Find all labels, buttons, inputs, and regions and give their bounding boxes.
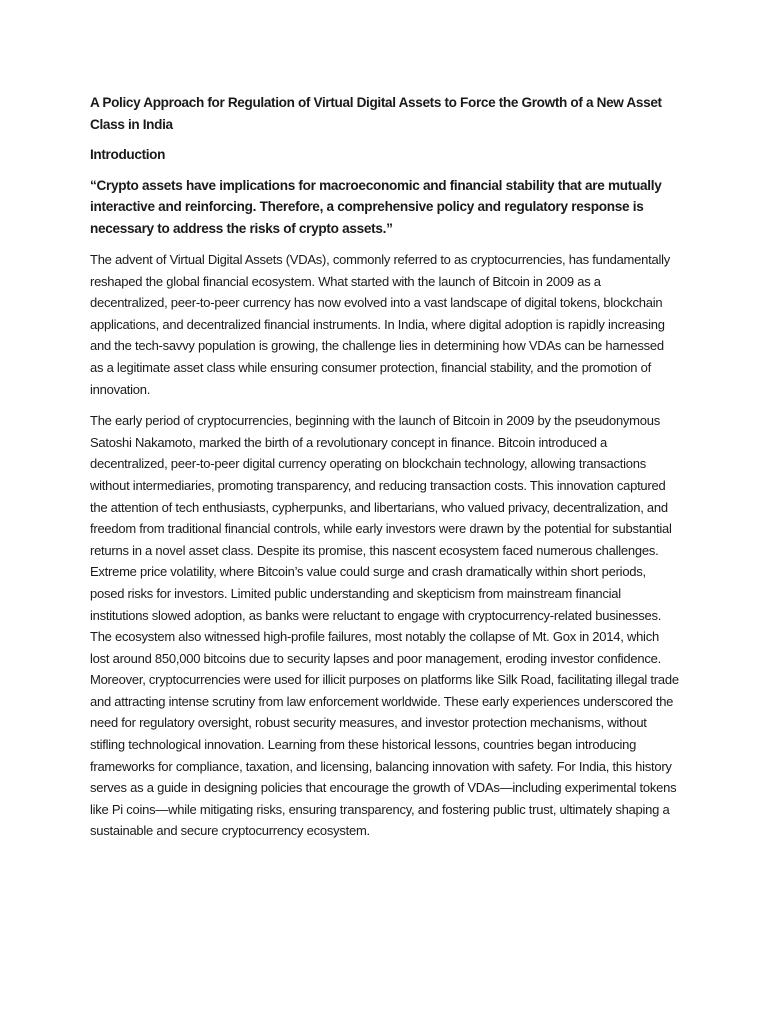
section-heading-introduction: Introduction bbox=[90, 147, 166, 162]
intro-quote: “Crypto assets have implications for macroeconomic and financial stability that are mutually interactive and reinforcing. Therefore, a comprehensive policy and regulatory response is necessary to address the risks of crypto assets.” bbox=[90, 177, 662, 236]
document-page bbox=[90, 92, 680, 852]
paragraph-2: The early period of cryptocurrencies, beginning with the launch of Bitcoin in 2009 by the pseudonymous Satoshi Nakamoto, marked the birth of a revolutionary concept in finance. Bitcoin introduced a decentralized, peer-to-peer digital currency operating on blockchain technology, allowing transactions without intermediaries, promoting transparency, and reducing transaction costs. This innovation captured the attention of tech enthusiasts, cypherpunks, and libertarians, who valued privacy, decentralization, and freedom from traditional financial controls, while early investors were drawn by the potential for substantial returns in a novel asset class. Despite its promise, this nascent ecosystem faced numerous challenges. Extreme price volatility, where Bitcoin’s value could surge and crash dramatically within short periods, posed risks for investors. Limited public understanding and skepticism from mainstream financial institutions slowed adoption, as banks were reluctant to engage with cryptocurrency-related businesses. The ecosystem also witnessed high-profile failures, most notably the collapse of Mt. Gox in 2014, which lost around 850,000 bitcoins due to security lapses and poor management, eroding investor confidence. Moreover, cryptocurrencies were used for illicit purposes on platforms like Silk Road, facilitating illegal trade and attracting intense scrutiny from law enforcement worldwide. These early experiences underscored the need for regulatory oversight, robust security measures, and investor protection mechanisms, without stifling technological innovation. Learning from these historical lessons, countries began introducing frameworks for compliance, taxation, and licensing, balancing innovation with safety. For India, this history serves as a guide in designing policies that encourage the growth of VDAs—including experimental tokens like Pi coins—while mitigating risks, ensuring transparency, and fostering public trust, ultimately shaping a sustainable and secure cryptocurrency ecosystem. bbox=[90, 413, 679, 839]
document-title: A Policy Approach for Regulation of Virtual Digital Assets to Force the Growth of a New Asset Class in India bbox=[90, 95, 662, 132]
paragraph-1: The advent of Virtual Digital Assets (VDAs), commonly referred to as cryptocurrencies, has fundamentally reshaped the global financial ecosystem. What started with the launch of Bitcoin in 2009 as a decentralized, peer-to-peer currency has now evolved into a vast landscape of digital tokens, blockchain applications, and decentralized financial instruments. In India, where digital adoption is rapidly increasing and the tech-savvy population is growing, the challenge lies in determining how VDAs can be harnessed as a legitimate asset class while ensuring consumer protection, financial stability, and the promotion of innovation. bbox=[90, 252, 670, 397]
